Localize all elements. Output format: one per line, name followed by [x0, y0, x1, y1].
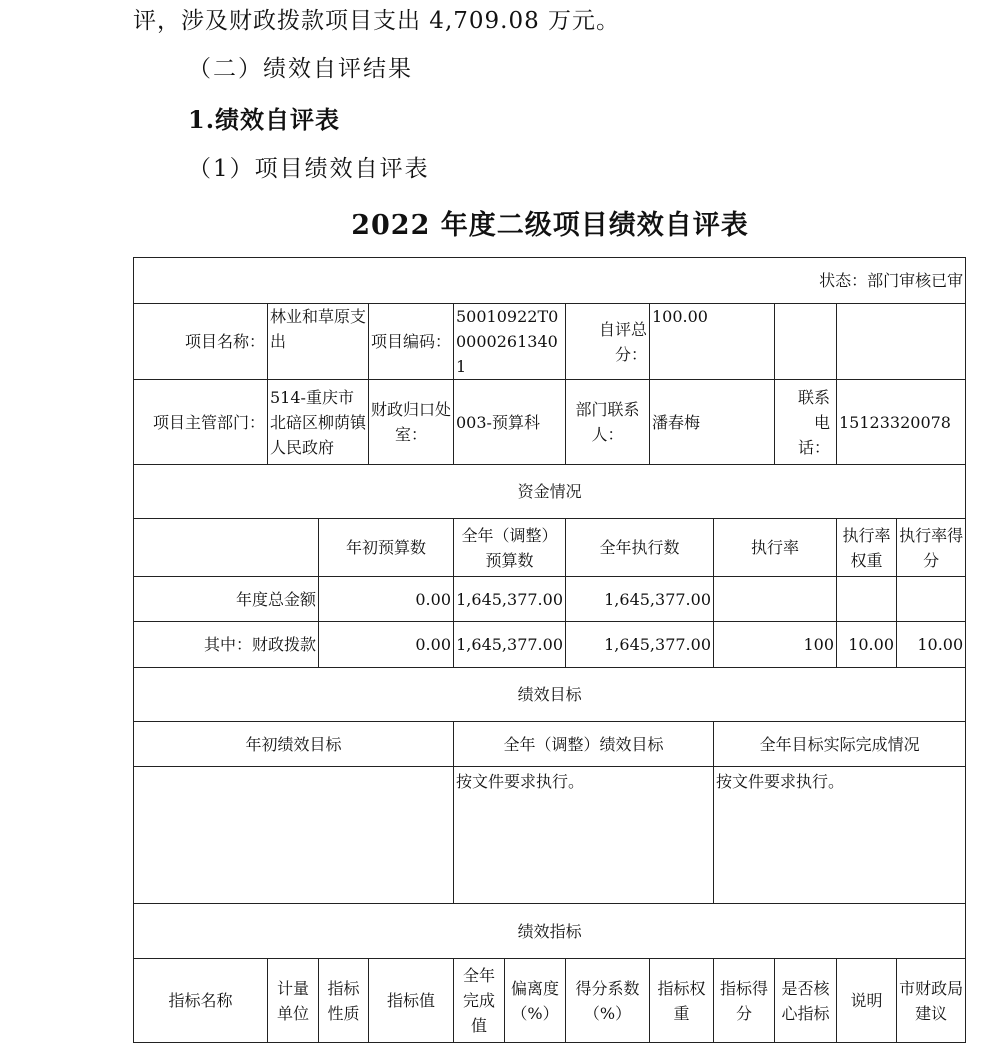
- subheading: 1.绩效自评表: [188, 105, 341, 134]
- dept-value: 514-重庆市北碚区柳荫镇人民政府: [268, 380, 369, 465]
- status-row: [134, 258, 966, 304]
- funds-rate-value: [714, 577, 837, 622]
- project-name-value: 林业和草原支出: [268, 304, 369, 380]
- goal-actual-text: 按文件要求执行。: [714, 767, 966, 904]
- indicator-header-unit: 计量单位: [268, 959, 319, 1043]
- funds-header-weight: 执行率权重: [837, 519, 897, 577]
- intro-paragraph: 评，涉及财政拨款项目支出 4,709.08 万元。: [133, 8, 621, 34]
- funds-adjusted-value: 1,645,377.00: [454, 577, 566, 622]
- phone-value: 15123320078: [837, 380, 966, 465]
- funds-initial-value: 0.00: [319, 577, 454, 622]
- indicator-header-score: 指标得分: [714, 959, 775, 1043]
- funds-header-initial: 年初预算数: [319, 519, 454, 577]
- goals-section-row: [134, 668, 966, 722]
- contact-value: 潘春梅: [650, 380, 775, 465]
- contact-label: 部门联系人：: [566, 380, 650, 465]
- funds-header-score: 执行率得分: [897, 519, 966, 577]
- section-heading: （二）绩效自评结果: [188, 56, 413, 82]
- empty-cell: [837, 304, 966, 380]
- funds-row-total: [134, 577, 966, 622]
- project-code-value: 50010922T000002613401: [454, 304, 566, 380]
- indicator-header-deviation: 偏离度（%）: [505, 959, 566, 1043]
- goals-section-label: 绩效目标: [134, 668, 966, 722]
- project-code-label: 项目编码：: [369, 304, 454, 380]
- goals-header-initial: 年初绩效目标: [134, 722, 454, 767]
- goals-header-row: [134, 722, 966, 767]
- indicator-header-weight: 指标权重: [650, 959, 714, 1043]
- indicator-header-completed: 全年完成值: [454, 959, 505, 1043]
- self-score-value: 100.00: [650, 304, 775, 380]
- goals-header-adjusted: 全年（调整）绩效目标: [454, 722, 714, 767]
- empty-cell: [134, 519, 319, 577]
- funds-header-adjusted: 全年（调整）预算数: [454, 519, 566, 577]
- indicator-header-name: 指标名称: [134, 959, 268, 1043]
- indicator-header-note: 说明: [837, 959, 897, 1043]
- funds-weight-value: 10.00: [837, 622, 897, 668]
- goals-content-row: [134, 767, 966, 904]
- dept-label: 项目主管部门：: [134, 380, 268, 465]
- goals-header-actual: 全年目标实际完成情况: [714, 722, 966, 767]
- indicator-header-core: 是否核心指标: [775, 959, 837, 1043]
- indicators-section-label: 绩效指标: [134, 904, 966, 959]
- indicator-header-suggestion: 市财政局建议: [897, 959, 966, 1043]
- dept-info-row: [134, 380, 966, 465]
- funds-score-value: [897, 577, 966, 622]
- funds-initial-value: 0.00: [319, 622, 454, 668]
- project-name-label: 项目名称：: [134, 304, 268, 380]
- finance-office-value: 003-预算科: [454, 380, 566, 465]
- empty-cell: [775, 304, 837, 380]
- subsubheading: （1）项目绩效自评表: [188, 156, 430, 182]
- self-score-label: 自评总分：: [566, 304, 650, 380]
- evaluation-table: [133, 257, 966, 1043]
- funds-row-label: 其中：财政拨款: [134, 622, 319, 668]
- indicator-header-coefficient: 得分系数（%）: [566, 959, 650, 1043]
- indicator-header-value: 指标值: [369, 959, 454, 1043]
- funds-header-rate: 执行率: [714, 519, 837, 577]
- funds-header-row: [134, 519, 966, 577]
- phone-label: 联系电话：: [775, 380, 837, 465]
- indicators-section-row: [134, 904, 966, 959]
- project-info-row: [134, 304, 966, 380]
- funds-header-executed: 全年执行数: [566, 519, 714, 577]
- status-text: 状态：部门审核已审: [134, 258, 966, 304]
- funds-executed-value: 1,645,377.00: [566, 622, 714, 668]
- table-title: 2022 年度二级项目绩效自评表: [351, 210, 749, 241]
- funds-row-label: 年度总金额: [134, 577, 319, 622]
- funds-adjusted-value: 1,645,377.00: [454, 622, 566, 668]
- funds-score-value: 10.00: [897, 622, 966, 668]
- goal-initial-text: [134, 767, 454, 904]
- goal-adjusted-text: 按文件要求执行。: [454, 767, 714, 904]
- funds-rate-value: 100: [714, 622, 837, 668]
- finance-office-label: 财政归口处室：: [369, 380, 454, 465]
- funds-executed-value: 1,645,377.00: [566, 577, 714, 622]
- funds-section-row: [134, 465, 966, 519]
- funds-weight-value: [837, 577, 897, 622]
- indicator-header-nature: 指标性质: [319, 959, 369, 1043]
- funds-section-label: 资金情况: [134, 465, 966, 519]
- funds-row-fiscal: [134, 622, 966, 668]
